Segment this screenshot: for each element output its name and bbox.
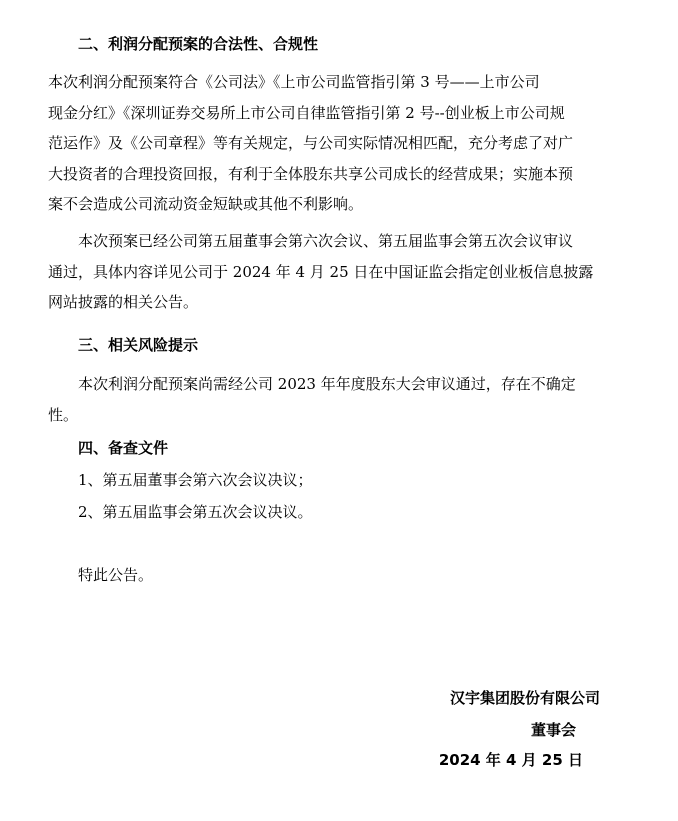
reference-doc-item: 2、第五届监事会第五次会议决议。 xyxy=(78,503,313,521)
paragraph-line: 本次预案已经公司第五届董事会第六次会议、第五届监事会第五次会议审议 xyxy=(78,232,574,250)
paragraph-line: 现金分红》《深圳证券交易所上市公司自律监管指引第 2 号--创业板上市公司规 xyxy=(48,103,565,122)
paragraph-line: 本次利润分配预案符合《公司法》《上市公司监管指引第 3 号——上市公司 xyxy=(48,73,540,91)
paragraph-line: 案不会造成公司流动资金短缺或其他不利影响。 xyxy=(48,195,364,213)
reference-doc-item: 1、第五届董事会第六次会议决议； xyxy=(78,471,313,489)
paragraph-line: 通过，具体内容详见公司于 2024 年 4 月 25 日在中国证监会指定创业板信息披露 xyxy=(48,262,594,281)
paragraph-line: 性。 xyxy=(48,405,79,424)
paragraph-line: 网站披露的相关公告。 xyxy=(48,293,199,311)
paragraph-line: 本次利润分配预案尚需经公司 2023 年年度股东大会审议通过，存在不确定 xyxy=(78,375,576,393)
paragraph-approval xyxy=(48,226,608,318)
paragraph-line: 大投资者的合理投资回报，有利于全体股东共享公司成长的经营成果；实施本预 xyxy=(48,164,574,183)
closing-statement: 特此公告。 xyxy=(78,566,154,584)
paragraph-compliance xyxy=(48,67,608,220)
paragraph-line: 范运作》及《公司章程》等有关规定，与公司实际情况相匹配，充分考虑了对广 xyxy=(48,134,574,152)
section-heading-legality: 二、利润分配预案的合法性、合规性 xyxy=(78,35,319,53)
signature-date: 2024 年 4 月 25 日 xyxy=(438,751,583,769)
signature-company: 汉宇集团股份有限公司 xyxy=(449,689,600,707)
section-heading-reference-docs: 四、备查文件 xyxy=(78,439,169,457)
signature-board: 董事会 xyxy=(530,721,576,739)
section-heading-risk: 三、相关风险提示 xyxy=(78,336,199,354)
paragraph-risk xyxy=(48,369,608,430)
